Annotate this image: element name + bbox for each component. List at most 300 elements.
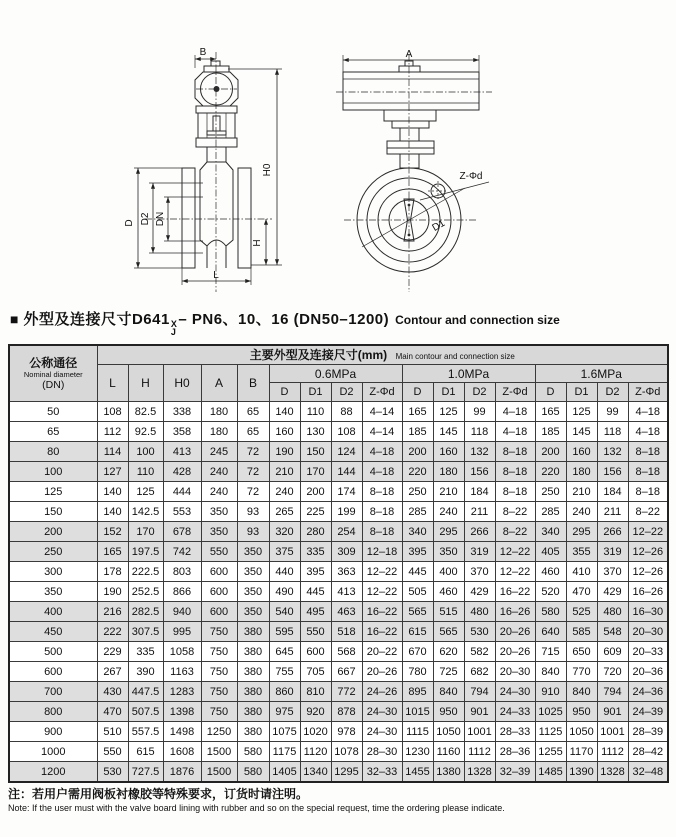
- value-cell: 1020: [300, 722, 331, 742]
- value-cell: 460: [535, 562, 566, 582]
- value-cell: 358: [163, 422, 201, 442]
- value-cell: 16–22: [362, 622, 402, 642]
- value-cell: 8–22: [495, 502, 535, 522]
- value-cell: 20–26: [495, 622, 535, 642]
- value-cell: 307.5: [128, 622, 163, 642]
- value-cell: 65: [237, 422, 269, 442]
- dn-cell: 450: [9, 622, 97, 642]
- value-cell: 810: [300, 682, 331, 702]
- table-row: [9, 742, 668, 762]
- value-cell: 20–26: [495, 642, 535, 662]
- title-text-en: Contour and connection size: [395, 313, 560, 327]
- value-cell: 1876: [163, 762, 201, 783]
- value-cell: 184: [597, 482, 628, 502]
- value-cell: 1112: [464, 742, 495, 762]
- dn-cell: 700: [9, 682, 97, 702]
- value-cell: 645: [269, 642, 300, 662]
- value-cell: 895: [402, 682, 433, 702]
- value-cell: 1001: [464, 722, 495, 742]
- value-cell: 210: [433, 482, 464, 502]
- value-cell: 118: [597, 422, 628, 442]
- value-cell: 8–18: [362, 482, 402, 502]
- value-cell: 127: [97, 462, 128, 482]
- header-main-cn: 主要外型及连接尺寸(mm): [249, 348, 388, 363]
- value-cell: 20–30: [495, 662, 535, 682]
- value-cell: 150: [300, 442, 331, 462]
- value-cell: 4–18: [628, 422, 668, 442]
- value-cell: 950: [566, 702, 597, 722]
- valve-technical-drawings: [0, 0, 676, 306]
- value-cell: 565: [402, 602, 433, 622]
- value-cell: 220: [402, 462, 433, 482]
- value-cell: 211: [464, 502, 495, 522]
- value-cell: 92.5: [128, 422, 163, 442]
- value-cell: 609: [597, 642, 628, 662]
- value-cell: 1163: [163, 662, 201, 682]
- value-cell: 20–22: [362, 642, 402, 662]
- dn-cell: 1000: [9, 742, 97, 762]
- value-cell: 490: [269, 582, 300, 602]
- value-cell: 225: [300, 502, 331, 522]
- value-cell: 156: [597, 462, 628, 482]
- value-cell: 350: [237, 602, 269, 622]
- dn-cell: 800: [9, 702, 97, 722]
- value-cell: 252.5: [128, 582, 163, 602]
- dn-cell: 400: [9, 602, 97, 622]
- value-cell: 580: [237, 742, 269, 762]
- value-cell: 4–14: [362, 402, 402, 422]
- value-cell: 12–26: [628, 542, 668, 562]
- value-cell: 266: [597, 522, 628, 542]
- value-cell: 254: [331, 522, 362, 542]
- value-cell: 553: [163, 502, 201, 522]
- footnote-en: Note: If the user must with the valve board lining with rubber and so on the special request, time the ordering please indicate.: [8, 803, 505, 814]
- value-cell: 142.5: [128, 502, 163, 522]
- value-cell: 405: [535, 542, 566, 562]
- value-cell: 750: [201, 662, 237, 682]
- table-row: [9, 562, 668, 582]
- value-cell: 200: [300, 482, 331, 502]
- value-cell: 667: [331, 662, 362, 682]
- value-cell: 1283: [163, 682, 201, 702]
- footnote-cn: 注：若用户需用阀板衬橡胶等特殊要求，订货时请注明。: [8, 787, 309, 802]
- value-cell: 640: [535, 622, 566, 642]
- table-body: [9, 402, 668, 783]
- value-cell: 1328: [464, 762, 495, 783]
- value-cell: 65: [237, 402, 269, 422]
- value-cell: 413: [331, 582, 362, 602]
- value-cell: 350: [201, 522, 237, 542]
- value-cell: 24–30: [362, 702, 402, 722]
- value-cell: 99: [464, 402, 495, 422]
- value-cell: 20–30: [628, 622, 668, 642]
- value-cell: 803: [163, 562, 201, 582]
- model-variant-x: X: [170, 319, 178, 329]
- value-cell: 28–30: [362, 742, 402, 762]
- header-dn-cn: 公称通径: [29, 355, 78, 370]
- value-cell: 447.5: [128, 682, 163, 702]
- value-cell: 470: [97, 702, 128, 722]
- value-cell: 112: [97, 422, 128, 442]
- value-cell: 124: [331, 442, 362, 462]
- value-cell: 548: [597, 622, 628, 642]
- value-cell: 20–36: [628, 662, 668, 682]
- value-cell: 8–18: [628, 482, 668, 502]
- value-cell: 350: [237, 582, 269, 602]
- value-cell: 1250: [201, 722, 237, 742]
- dn-cell: 900: [9, 722, 97, 742]
- value-cell: 266: [464, 522, 495, 542]
- value-cell: 727.5: [128, 762, 163, 783]
- value-cell: 550: [201, 542, 237, 562]
- value-cell: 750: [201, 702, 237, 722]
- dn-cell: 125: [9, 482, 97, 502]
- value-cell: 12–26: [628, 562, 668, 582]
- value-cell: 840: [566, 682, 597, 702]
- dn-cell: 300: [9, 562, 97, 582]
- value-cell: 515: [433, 602, 464, 622]
- value-cell: 16–26: [628, 582, 668, 602]
- section-title: [10, 308, 676, 336]
- value-cell: 32–39: [495, 762, 535, 783]
- value-cell: 1001: [597, 722, 628, 742]
- dn-cell: 150: [9, 502, 97, 522]
- value-cell: 210: [566, 482, 597, 502]
- value-cell: 1485: [535, 762, 566, 783]
- value-cell: 507.5: [128, 702, 163, 722]
- value-cell: 565: [433, 622, 464, 642]
- value-cell: 510: [97, 722, 128, 742]
- value-cell: 1058: [163, 642, 201, 662]
- header-sub-zd: Z-Φd: [495, 383, 535, 402]
- front-view-drawing: [124, 47, 282, 292]
- value-cell: 395: [300, 562, 331, 582]
- value-cell: 320: [269, 522, 300, 542]
- value-cell: 380: [237, 662, 269, 682]
- value-cell: 380: [237, 702, 269, 722]
- value-cell: 165: [535, 402, 566, 422]
- header-sub-d2: D2: [331, 383, 362, 402]
- dn-cell: 80: [9, 442, 97, 462]
- value-cell: 245: [201, 442, 237, 462]
- table-row: [9, 702, 668, 722]
- value-cell: 240: [201, 482, 237, 502]
- value-cell: 132: [597, 442, 628, 462]
- value-cell: 145: [433, 422, 464, 442]
- value-cell: 72: [237, 462, 269, 482]
- value-cell: 114: [97, 442, 128, 462]
- value-cell: 24–33: [495, 702, 535, 722]
- value-cell: 180: [433, 462, 464, 482]
- value-cell: 72: [237, 442, 269, 462]
- value-cell: 200: [402, 442, 433, 462]
- value-cell: 160: [269, 422, 300, 442]
- value-cell: 185: [402, 422, 433, 442]
- value-cell: 108: [331, 422, 362, 442]
- value-cell: 335: [300, 542, 331, 562]
- value-cell: 190: [269, 442, 300, 462]
- value-cell: 16–22: [362, 602, 402, 622]
- header-sub-d: D: [269, 383, 300, 402]
- value-cell: 178: [97, 562, 128, 582]
- header-sub-d2: D2: [464, 383, 495, 402]
- title-pressure-range: – PN6、10、16 (DN50–1200): [178, 311, 390, 328]
- value-cell: 600: [201, 602, 237, 622]
- dim-label-a: A: [405, 49, 413, 60]
- value-cell: 550: [300, 622, 331, 642]
- value-cell: 520: [535, 582, 566, 602]
- value-cell: 100: [128, 442, 163, 462]
- value-cell: 12–22: [495, 562, 535, 582]
- value-cell: 495: [300, 602, 331, 622]
- value-cell: 93: [237, 522, 269, 542]
- table-row: [9, 422, 668, 442]
- value-cell: 280: [300, 522, 331, 542]
- value-cell: 995: [163, 622, 201, 642]
- value-cell: 395: [402, 542, 433, 562]
- header-col-h0: H0: [163, 365, 201, 402]
- dim-label-l: L: [213, 270, 219, 281]
- table-row: [9, 622, 668, 642]
- value-cell: 24–26: [362, 682, 402, 702]
- value-cell: 8–18: [495, 442, 535, 462]
- value-cell: 12–22: [362, 562, 402, 582]
- dim-label-h0: H0: [262, 163, 273, 177]
- dimension-table: [8, 344, 669, 783]
- value-cell: 725: [433, 662, 464, 682]
- value-cell: 4–14: [362, 422, 402, 442]
- value-cell: 530: [97, 762, 128, 783]
- value-cell: 445: [300, 582, 331, 602]
- value-cell: 8–18: [362, 522, 402, 542]
- value-cell: 152: [97, 522, 128, 542]
- header-group-1.6mpa: 1.6MPa: [535, 365, 668, 383]
- dim-label-d: D: [124, 219, 135, 227]
- header-sub-d1: D1: [433, 383, 464, 402]
- value-cell: 265: [269, 502, 300, 522]
- table-row: [9, 602, 668, 622]
- value-cell: 794: [597, 682, 628, 702]
- value-cell: 82.5: [128, 402, 163, 422]
- dn-cell: 1200: [9, 762, 97, 783]
- value-cell: 16–30: [628, 602, 668, 622]
- value-cell: 1015: [402, 702, 433, 722]
- value-cell: 470: [566, 582, 597, 602]
- value-cell: 525: [566, 602, 597, 622]
- value-cell: 184: [464, 482, 495, 502]
- value-cell: 615: [402, 622, 433, 642]
- header-sub-d1: D1: [566, 383, 597, 402]
- value-cell: 140: [97, 502, 128, 522]
- value-cell: 180: [566, 462, 597, 482]
- value-cell: 174: [331, 482, 362, 502]
- value-cell: 250: [402, 482, 433, 502]
- value-cell: 229: [97, 642, 128, 662]
- dn-cell: 600: [9, 662, 97, 682]
- value-cell: 901: [597, 702, 628, 722]
- header-sub-zd: Z-Φd: [362, 383, 402, 402]
- value-cell: 28–42: [628, 742, 668, 762]
- value-cell: 190: [97, 582, 128, 602]
- table-row: [9, 542, 668, 562]
- header-nominal-diameter: [9, 345, 97, 402]
- table-row: [9, 402, 668, 422]
- value-cell: 24–30: [362, 722, 402, 742]
- value-cell: 615: [128, 742, 163, 762]
- header-main-en: Main contour and connection size: [395, 352, 515, 362]
- dim-label-b: B: [199, 47, 207, 58]
- value-cell: 118: [464, 422, 495, 442]
- value-cell: 440: [269, 562, 300, 582]
- value-cell: 180: [201, 422, 237, 442]
- header-col-l: L: [97, 365, 128, 402]
- value-cell: 282.5: [128, 602, 163, 622]
- dn-cell: 50: [9, 402, 97, 422]
- value-cell: 267: [97, 662, 128, 682]
- value-cell: 1230: [402, 742, 433, 762]
- value-cell: 8–22: [495, 522, 535, 542]
- value-cell: 24–36: [628, 682, 668, 702]
- dim-label-h: H: [252, 239, 263, 247]
- value-cell: 250: [535, 482, 566, 502]
- value-cell: 222.5: [128, 562, 163, 582]
- value-cell: 4–18: [628, 402, 668, 422]
- value-cell: 920: [300, 702, 331, 722]
- value-cell: 742: [163, 542, 201, 562]
- header-dn-en: Nominal diameter: [23, 369, 83, 379]
- value-cell: 428: [163, 462, 201, 482]
- value-cell: 650: [566, 642, 597, 662]
- value-cell: 4–18: [362, 442, 402, 462]
- dn-cell: 250: [9, 542, 97, 562]
- header-sub-d: D: [402, 383, 433, 402]
- value-cell: 770: [566, 662, 597, 682]
- value-cell: 600: [201, 582, 237, 602]
- dim-label-d2: D2: [140, 212, 151, 226]
- value-cell: 108: [97, 402, 128, 422]
- value-cell: 557.5: [128, 722, 163, 742]
- value-cell: 940: [163, 602, 201, 622]
- value-cell: 285: [535, 502, 566, 522]
- value-cell: 1340: [300, 762, 331, 783]
- value-cell: 975: [269, 702, 300, 722]
- value-cell: 1498: [163, 722, 201, 742]
- header-dn-unit: (DN): [42, 378, 65, 391]
- header-col-h: H: [128, 365, 163, 402]
- value-cell: 1115: [402, 722, 433, 742]
- value-cell: 901: [464, 702, 495, 722]
- dn-cell: 100: [9, 462, 97, 482]
- value-cell: 878: [331, 702, 362, 722]
- value-cell: 350: [237, 542, 269, 562]
- value-cell: 340: [535, 522, 566, 542]
- table-row: [9, 642, 668, 662]
- value-cell: 200: [535, 442, 566, 462]
- model-variant-stack: [171, 321, 178, 336]
- value-cell: 1025: [535, 702, 566, 722]
- table-row: [9, 502, 668, 522]
- value-cell: 866: [163, 582, 201, 602]
- value-cell: 125: [433, 402, 464, 422]
- value-cell: 582: [464, 642, 495, 662]
- value-cell: 400: [433, 562, 464, 582]
- value-cell: 430: [97, 682, 128, 702]
- table-row: [9, 762, 668, 783]
- value-cell: 1175: [269, 742, 300, 762]
- table-row: [9, 462, 668, 482]
- value-cell: 445: [402, 562, 433, 582]
- value-cell: 132: [464, 442, 495, 462]
- value-cell: 1405: [269, 762, 300, 783]
- value-cell: 1050: [433, 722, 464, 742]
- value-cell: 216: [97, 602, 128, 622]
- value-cell: 4–18: [495, 422, 535, 442]
- value-cell: 8–18: [628, 462, 668, 482]
- side-view-drawing: [336, 49, 492, 292]
- value-cell: 540: [269, 602, 300, 622]
- value-cell: 840: [433, 682, 464, 702]
- value-cell: 460: [433, 582, 464, 602]
- header-col-a: A: [201, 365, 237, 402]
- table-row: [9, 582, 668, 602]
- dn-cell: 350: [9, 582, 97, 602]
- value-cell: 413: [163, 442, 201, 462]
- value-cell: 390: [128, 662, 163, 682]
- value-cell: 670: [402, 642, 433, 662]
- value-cell: 319: [597, 542, 628, 562]
- value-cell: 210: [269, 462, 300, 482]
- value-cell: 110: [300, 402, 331, 422]
- value-cell: 240: [566, 502, 597, 522]
- value-cell: 380: [237, 722, 269, 742]
- value-cell: 145: [566, 422, 597, 442]
- value-cell: 1112: [597, 742, 628, 762]
- value-cell: 350: [433, 542, 464, 562]
- value-cell: 860: [269, 682, 300, 702]
- value-cell: 1160: [433, 742, 464, 762]
- value-cell: 197.5: [128, 542, 163, 562]
- header-sub-d2: D2: [597, 383, 628, 402]
- dim-label-z-phi-d: Z-Φd: [459, 171, 483, 182]
- value-cell: 755: [269, 662, 300, 682]
- value-cell: 24–30: [495, 682, 535, 702]
- value-cell: 1380: [433, 762, 464, 783]
- model-variant-j: J: [170, 326, 177, 337]
- table-row: [9, 722, 668, 742]
- value-cell: 240: [201, 462, 237, 482]
- header-sub-d1: D1: [300, 383, 331, 402]
- value-cell: 750: [201, 622, 237, 642]
- bullet-square-icon: ■: [10, 311, 19, 327]
- value-cell: 16–26: [495, 602, 535, 622]
- value-cell: 620: [433, 642, 464, 662]
- value-cell: 28–33: [495, 722, 535, 742]
- table-row: [9, 662, 668, 682]
- value-cell: 12–22: [495, 542, 535, 562]
- header-group-1.0mpa: 1.0MPa: [402, 365, 535, 383]
- value-cell: 8–18: [628, 442, 668, 462]
- value-cell: 72: [237, 482, 269, 502]
- value-cell: 130: [300, 422, 331, 442]
- value-cell: 309: [331, 542, 362, 562]
- value-cell: 1050: [566, 722, 597, 742]
- value-cell: 1500: [201, 742, 237, 762]
- value-cell: 1455: [402, 762, 433, 783]
- footnote: [8, 787, 676, 814]
- value-cell: 585: [566, 622, 597, 642]
- value-cell: 1120: [300, 742, 331, 762]
- value-cell: 705: [300, 662, 331, 682]
